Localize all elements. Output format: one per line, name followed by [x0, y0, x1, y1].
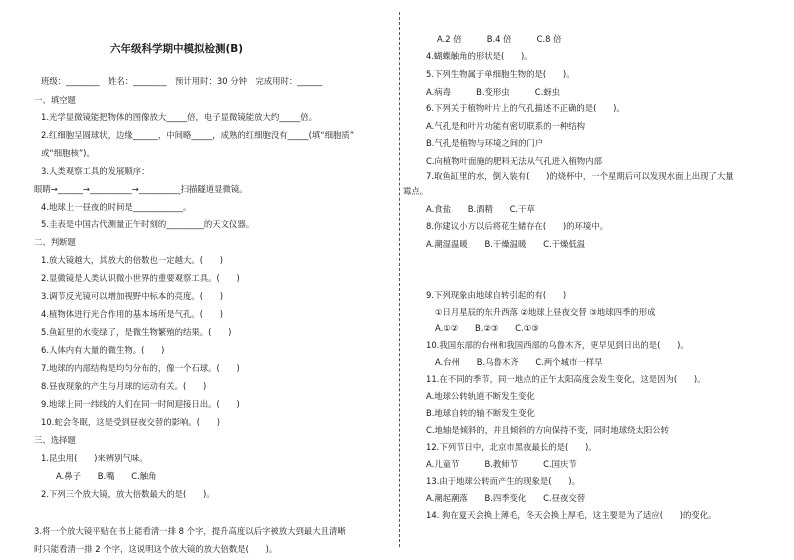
question-line: 2.下列三个放大镜，放大倍数最大的是( )。: [41, 489, 215, 499]
answer-option: C.地轴是倾斜的，并且倾斜的方向保持不变，同时地球绕太阳公转: [426, 425, 670, 435]
question-line: 8.昼夜现象的产生与月球的运动有关。( ): [41, 381, 207, 391]
answer-options: A.病毒 B.变形虫 C.蚜虫: [426, 87, 561, 97]
question-line: 7.取鱼缸里的水，倒入装有( )的烧杯中，一个星期后可以发现水面上出现了大量: [426, 171, 734, 181]
answer-option: A.地球公转轨道不断发生变化: [426, 391, 535, 401]
answer-options: A.台州 B.乌鲁木齐 C.两个城市一样早: [435, 357, 603, 367]
question-line: 5.鱼缸里的水变绿了，是微生物繁殖的结果。( ): [41, 327, 232, 337]
question-line: 2.显微镜是人类认识微小世界的重要观察工具。( ): [41, 273, 240, 283]
question-line: 眼睛→______→__________→__________扫描隧道显微镜。: [34, 184, 248, 194]
answer-option: B.地球自转的轴不断发生变化: [426, 408, 535, 418]
question-line: 时只能看清一排 2 个字，这说明这个放大镜的放大倍数是( )。: [34, 544, 278, 554]
question-line: 4.植物体进行光合作用的基本场所是气孔。( ): [41, 309, 224, 319]
question-line: 或“细胞核”)。: [41, 148, 95, 158]
answer-options: A.2 倍 B.4 倍 C.8 倍: [437, 34, 562, 44]
question-line: 11.在不同的季节，同一地点的正午太阳高度会发生变化，这是因为( )。: [426, 374, 706, 384]
question-line: 4.蝴蝶触角的形状是( )。: [426, 51, 533, 61]
answer-options: A.鼻子 B.嘴 C.触角: [56, 471, 157, 481]
question-line: 3.调节反光镜可以增加视野中标本的亮度。( ): [41, 291, 224, 301]
question-line: 1.昆虫用( )来辨别气味。: [41, 453, 148, 463]
answer-option: A.气孔是和叶片功能有密切联系的一种结构: [426, 121, 585, 131]
section-heading: 三、选择题: [34, 435, 76, 445]
question-line: 10.蛇会冬眠，这是受到昼夜交替的影响。( ): [41, 417, 220, 427]
question-line: 5.圭表是中国古代测量正午时刻的_________的天文仪器。: [41, 219, 255, 229]
question-sub-statement: ①日月星辰的东升西落 ②地球上昼夜交替 ③地球四季的形成: [435, 307, 656, 317]
question-line: 7.地球的内部结构是均匀分布的，像一个石球。( ): [41, 363, 240, 373]
answer-options: A.①② B.②③ C.①③: [435, 323, 539, 333]
question-line: 霉点。: [403, 186, 429, 196]
question-line: 3.人类观察工具的发展顺序：: [41, 166, 150, 176]
answer-options: A.潮起潮落 B.四季变化 C.昼夜交替: [426, 493, 586, 503]
answer-options: A.食盐 B.酒精 C.干草: [426, 204, 535, 214]
question-line: 6.下列关于植物叶片上的气孔描述不正确的是( )。: [426, 103, 625, 113]
question-line: 9.下列现象由地球自转引起的有( ): [426, 290, 567, 300]
question-line: 6.人体内有大量的微生物。( ): [41, 345, 165, 355]
student-info-line: 班级：________ 姓名：________ 预计用时：30 分钟 完成用时：______: [41, 76, 323, 86]
question-line: 12.下列节日中，北京市黑夜最长的是( )。: [426, 442, 597, 452]
question-line: 14. 狗在夏天会换上薄毛，冬天会换上厚毛，这主要是为了适应( )的变化。: [426, 510, 717, 520]
question-line: 9.地球上同一纬线的人们在同一时间迎接日出。( ): [41, 399, 240, 409]
section-heading: 二、判断题: [34, 237, 76, 247]
exam-title: 六年级科学期中模拟检测(B): [110, 43, 244, 55]
question-line: 5.下列生物属于单细胞生物的是( )。: [426, 69, 575, 79]
question-line: 1.放大镜越大，其放大的倍数也一定越大。( ): [41, 255, 224, 265]
question-line: 4.地球上一昼夜的时间是____________。: [41, 202, 192, 212]
answer-option: B.气孔是植物与环境之间的门户: [426, 138, 544, 148]
question-line: 10.我国东部的台州和我国西部的乌鲁木齐，更早见到日出的是( )。: [426, 340, 689, 350]
question-line: 8.你建议小方以后将花生储存在( )的环境中。: [426, 221, 609, 231]
column-divider: [399, 12, 400, 547]
question-line: 3.将一个放大镜平贴在书上能看清一排 8 个字，提升高度以后字被放大到最大且清晰: [34, 526, 346, 536]
question-line: 1.光学显微镜能把物体的图像放大_____倍，电子显微镜能放大约_____倍。: [41, 112, 317, 122]
question-line: 13.由于地球公转而产生的现象是( )。: [426, 476, 580, 486]
answer-option: C.向植物叶面施的肥料无法从气孔进入植物内部: [426, 156, 603, 166]
section-heading: 一、填空题: [34, 95, 76, 105]
answer-options: A.儿童节 B.教师节 C.国庆节: [426, 459, 577, 469]
answer-options: A.潮湿温暖 B.干燥温暖 C.干燥低温: [426, 239, 586, 249]
question-line: 2.红细胞呈圆球状，边缘______，中间略_____，成熟的红细胞没有_____(填“细胞质”: [41, 130, 355, 140]
